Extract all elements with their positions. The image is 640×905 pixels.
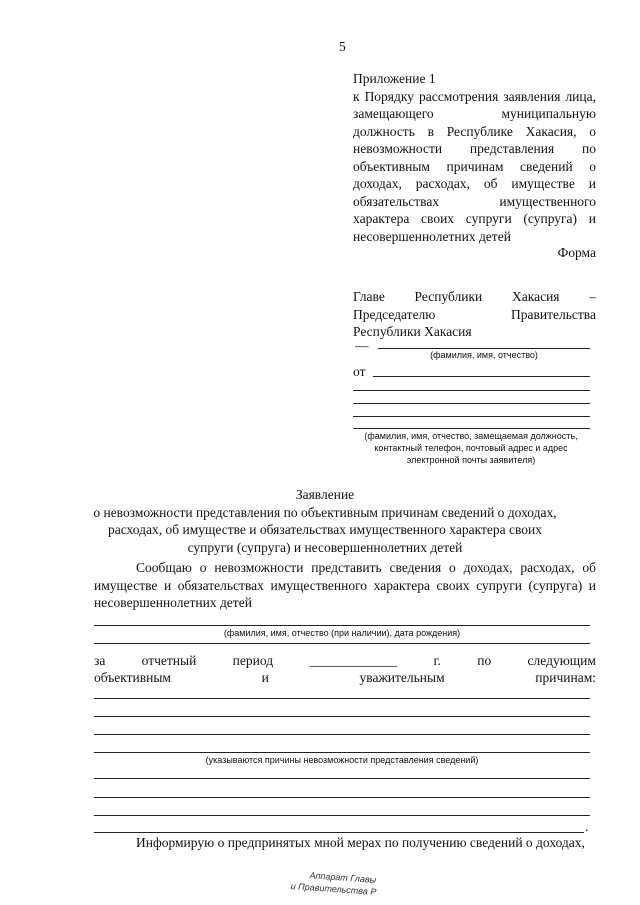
statement-title: Заявление xyxy=(295,487,355,502)
period-word: по xyxy=(477,653,492,668)
statement-subtitle: о невозможности представления по объективным причинам сведений о доходах, xyxy=(93,504,557,520)
body-line: Сообщаю о невозможности представить сведения о доходах, расходах, об xyxy=(136,560,596,575)
from-label: от xyxy=(353,364,366,379)
measures-line xyxy=(94,815,590,816)
period-word: за xyxy=(94,653,106,668)
details-line xyxy=(353,416,590,417)
details-line xyxy=(353,403,590,404)
measures-line xyxy=(94,778,590,779)
period-end: . xyxy=(585,819,589,834)
hint-person: (фамилия, имя, отчество (при наличии), дата рождения) xyxy=(223,628,461,638)
appendix-line: к Порядку рассмотрения заявления лица, xyxy=(353,88,596,104)
period-word: г. xyxy=(433,653,441,668)
appendix-line: несовершеннолетних детей xyxy=(353,228,511,244)
appendix-line: невозможности представления по xyxy=(353,141,596,156)
appendix-line: замещающего муниципальную xyxy=(353,106,596,121)
appendix-title: Приложение 1 xyxy=(353,71,436,86)
reason-row xyxy=(94,669,596,687)
addressee-line: Главе Республики Хакасия – xyxy=(353,289,596,304)
addressee-line: Республики Хакасия xyxy=(353,324,472,339)
hint-details-line: (фамилия, имя, отчество, замещаемая должность, xyxy=(364,431,578,441)
reason-line xyxy=(94,716,590,717)
period-row xyxy=(94,652,596,670)
stamp xyxy=(290,868,377,898)
hint-name: (фамилия, имя, отчество) xyxy=(430,350,538,360)
details-line xyxy=(353,428,590,429)
appendix-line: обязательствах имущественного xyxy=(353,193,596,209)
reason-word: уважительным xyxy=(359,670,445,685)
person-line xyxy=(94,625,590,626)
addressee-dash: — xyxy=(355,338,369,353)
hint-details-line: контактный телефон, почтовый адрес и адрес xyxy=(374,443,568,453)
appendix-line: характера своих супруги (супруга) и xyxy=(353,211,596,226)
appendix-block xyxy=(353,70,596,245)
details-line xyxy=(353,390,590,391)
reason-word: объективным xyxy=(94,670,171,685)
appendix-line: доходах, расходах, об имуществе и xyxy=(353,176,596,191)
body-paragraph xyxy=(94,559,596,612)
stamp-line: и Правительства Р xyxy=(290,880,377,897)
measures-line xyxy=(94,832,584,833)
reason-line xyxy=(94,752,590,753)
inform-line: Информирую о предпринятых мной мерах по получению сведений о доходах, xyxy=(136,835,585,850)
statement-subtitle: расходах, об имуществе и обязательствах имущественного характера своих xyxy=(108,522,542,537)
reason-word: причинам: xyxy=(535,670,596,685)
from-line xyxy=(373,376,590,377)
hint-reasons: (указываются причины невозможности представления сведений) xyxy=(205,755,479,765)
hint-details xyxy=(345,430,597,466)
addressee-block xyxy=(353,288,596,341)
period-word: период xyxy=(232,653,274,668)
statement-heading xyxy=(60,486,590,556)
reason-word: и xyxy=(261,670,269,685)
reason-line xyxy=(94,734,590,735)
period-blank: _____________ xyxy=(309,653,398,668)
hint-details-line: электронной почты заявителя) xyxy=(406,455,536,465)
page-number: 5 xyxy=(339,39,346,54)
person-line-2 xyxy=(94,643,590,644)
appendix-line: объективным причинам сведений о xyxy=(353,158,596,174)
measures-line xyxy=(94,797,590,798)
statement-subtitle: супруги (супруга) и несовершеннолетних детей xyxy=(187,539,463,555)
appendix-line: должность в Республике Хакасия, о xyxy=(353,123,596,139)
reason-line xyxy=(94,698,590,699)
body-line: имуществе и обязательствах имущественного характера своих супруги (супруга) и xyxy=(94,577,596,593)
body-line: несовершеннолетних детей xyxy=(94,595,252,610)
stamp-line: Аппарат Главы xyxy=(309,870,377,885)
addressee-line: Председателю Правительства xyxy=(353,306,596,322)
period-word: следующим xyxy=(527,653,596,668)
period-word: отчетный xyxy=(141,653,197,668)
form-label: Форма xyxy=(557,245,596,260)
